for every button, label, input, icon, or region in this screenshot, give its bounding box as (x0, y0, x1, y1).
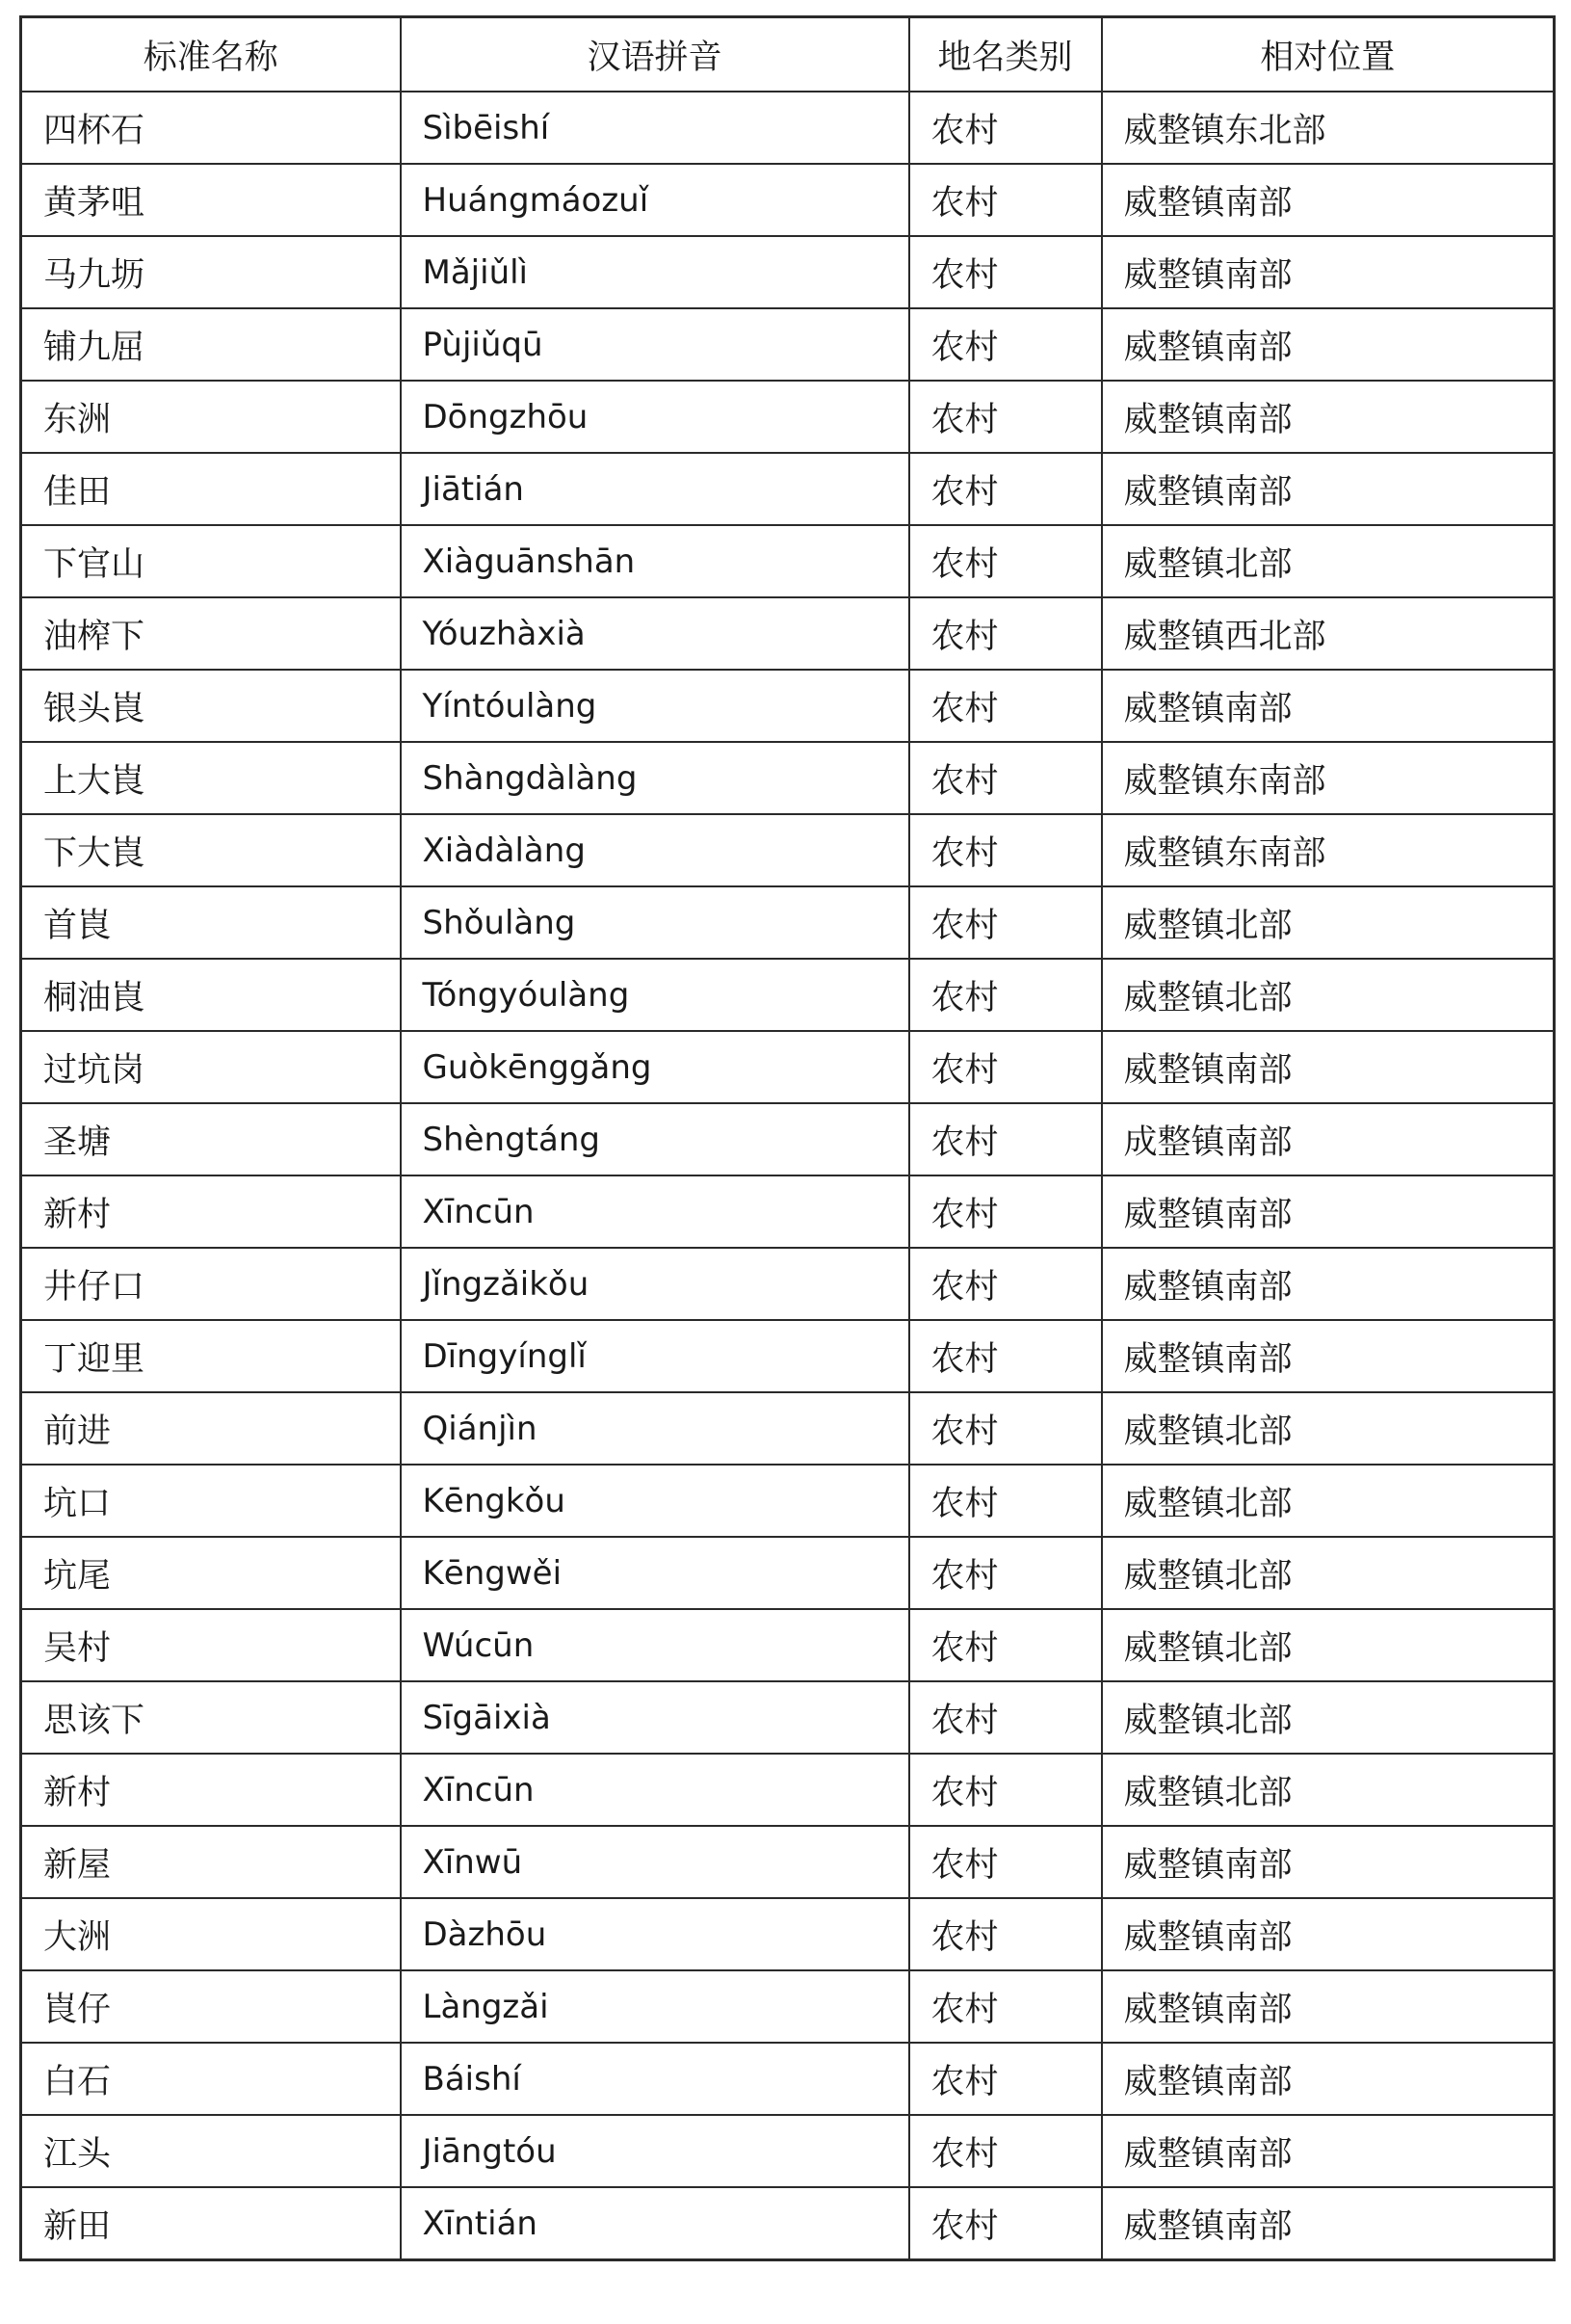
cell-pinyin: Dàzhōu (401, 1898, 909, 1970)
cell-standard-name: 井仔口 (21, 1248, 401, 1320)
table-row (21, 814, 1555, 886)
cell-category: 农村 (909, 670, 1102, 742)
cell-category: 农村 (909, 1681, 1102, 1754)
cell-standard-name: 马九坜 (21, 236, 401, 308)
cell-standard-name: 东洲 (21, 381, 401, 453)
cell-location: 威整镇北部 (1102, 886, 1555, 959)
cell-category: 农村 (909, 1175, 1102, 1248)
cell-pinyin: Xīnwū (401, 1826, 909, 1898)
cell-standard-name: 前进 (21, 1392, 401, 1465)
table-row (21, 236, 1555, 308)
cell-pinyin: Xiàdàlàng (401, 814, 909, 886)
cell-pinyin: Guòkēnggǎng (401, 1031, 909, 1103)
cell-location: 威整镇南部 (1102, 1248, 1555, 1320)
cell-category: 农村 (909, 886, 1102, 959)
cell-category: 农村 (909, 92, 1102, 164)
cell-category: 农村 (909, 959, 1102, 1031)
cell-pinyin: Jiātián (401, 453, 909, 525)
cell-category: 农村 (909, 1898, 1102, 1970)
cell-location: 威整镇北部 (1102, 1609, 1555, 1681)
cell-category: 农村 (909, 1031, 1102, 1103)
cell-standard-name: 丁迎里 (21, 1320, 401, 1392)
table-row (21, 164, 1555, 236)
cell-location: 威整镇南部 (1102, 164, 1555, 236)
place-name-table-sheet (19, 15, 1553, 2261)
cell-category: 农村 (909, 597, 1102, 670)
cell-category: 农村 (909, 453, 1102, 525)
cell-pinyin: Kēngwěi (401, 1537, 909, 1609)
table-row (21, 2115, 1555, 2187)
cell-pinyin: Xīncūn (401, 1754, 909, 1826)
cell-standard-name: 崀仔 (21, 1970, 401, 2043)
cell-location: 威整镇南部 (1102, 381, 1555, 453)
table-row (21, 92, 1555, 164)
table-body (21, 92, 1555, 2260)
cell-category: 农村 (909, 236, 1102, 308)
cell-category: 农村 (909, 1537, 1102, 1609)
cell-location: 威整镇南部 (1102, 1970, 1555, 2043)
cell-pinyin: Huángmáozuǐ (401, 164, 909, 236)
cell-location: 威整镇东南部 (1102, 814, 1555, 886)
cell-pinyin: Shàngdàlàng (401, 742, 909, 814)
cell-location: 威整镇北部 (1102, 1754, 1555, 1826)
cell-location: 威整镇北部 (1102, 1465, 1555, 1537)
cell-standard-name: 吴村 (21, 1609, 401, 1681)
cell-pinyin: Pùjiǔqū (401, 308, 909, 381)
cell-standard-name: 大洲 (21, 1898, 401, 1970)
table-row (21, 525, 1555, 597)
cell-pinyin: Qiánjìn (401, 1392, 909, 1465)
cell-location: 威整镇南部 (1102, 236, 1555, 308)
cell-category: 农村 (909, 525, 1102, 597)
cell-category: 农村 (909, 1754, 1102, 1826)
cell-pinyin: Jiāngtóu (401, 2115, 909, 2187)
cell-category: 农村 (909, 814, 1102, 886)
cell-standard-name: 坑尾 (21, 1537, 401, 1609)
table-row (21, 670, 1555, 742)
cell-standard-name: 新村 (21, 1754, 401, 1826)
cell-location: 威整镇北部 (1102, 1537, 1555, 1609)
cell-standard-name: 坑口 (21, 1465, 401, 1537)
cell-pinyin: Làngzǎi (401, 1970, 909, 2043)
table-row (21, 1103, 1555, 1175)
cell-location: 威整镇南部 (1102, 2187, 1555, 2260)
cell-category: 农村 (909, 1826, 1102, 1898)
cell-pinyin: Sìbēishí (401, 92, 909, 164)
cell-standard-name: 新村 (21, 1175, 401, 1248)
header-row (21, 17, 1555, 92)
cell-pinyin: Wúcūn (401, 1609, 909, 1681)
cell-standard-name: 银头崀 (21, 670, 401, 742)
cell-location: 威整镇东北部 (1102, 92, 1555, 164)
cell-pinyin: Sīgāixià (401, 1681, 909, 1754)
cell-standard-name: 桐油崀 (21, 959, 401, 1031)
cell-category: 农村 (909, 1392, 1102, 1465)
cell-pinyin: Xīntián (401, 2187, 909, 2260)
cell-location: 威整镇南部 (1102, 1898, 1555, 1970)
header-standard-name: 标准名称 (21, 17, 401, 92)
table-row (21, 1826, 1555, 1898)
table-row (21, 453, 1555, 525)
cell-location: 威整镇西北部 (1102, 597, 1555, 670)
cell-location: 威整镇北部 (1102, 525, 1555, 597)
cell-location: 成整镇南部 (1102, 1103, 1555, 1175)
table-row (21, 1248, 1555, 1320)
cell-standard-name: 下官山 (21, 525, 401, 597)
cell-category: 农村 (909, 1465, 1102, 1537)
cell-standard-name: 江头 (21, 2115, 401, 2187)
cell-pinyin: Yíntóulàng (401, 670, 909, 742)
table-row (21, 1537, 1555, 1609)
cell-standard-name: 黄茅咀 (21, 164, 401, 236)
cell-category: 农村 (909, 2187, 1102, 2260)
cell-category: 农村 (909, 1970, 1102, 2043)
cell-category: 农村 (909, 2115, 1102, 2187)
cell-location: 威整镇南部 (1102, 2115, 1555, 2187)
cell-location: 威整镇南部 (1102, 1175, 1555, 1248)
cell-standard-name: 四杯石 (21, 92, 401, 164)
cell-category: 农村 (909, 381, 1102, 453)
cell-standard-name: 首崀 (21, 886, 401, 959)
table-row (21, 1175, 1555, 1248)
cell-location: 威整镇北部 (1102, 1392, 1555, 1465)
cell-pinyin: Xiàguānshān (401, 525, 909, 597)
cell-standard-name: 油榨下 (21, 597, 401, 670)
cell-category: 农村 (909, 308, 1102, 381)
cell-location: 威整镇北部 (1102, 1681, 1555, 1754)
header-pinyin: 汉语拼音 (401, 17, 909, 92)
header-location: 相对位置 (1102, 17, 1555, 92)
cell-pinyin: Báishí (401, 2043, 909, 2115)
cell-category: 农村 (909, 1609, 1102, 1681)
cell-standard-name: 新田 (21, 2187, 401, 2260)
table-row (21, 886, 1555, 959)
cell-location: 威整镇南部 (1102, 670, 1555, 742)
cell-standard-name: 铺九屈 (21, 308, 401, 381)
table-row (21, 1754, 1555, 1826)
table-row (21, 597, 1555, 670)
cell-standard-name: 过坑岗 (21, 1031, 401, 1103)
cell-pinyin: Kēngkǒu (401, 1465, 909, 1537)
cell-location: 威整镇东南部 (1102, 742, 1555, 814)
cell-pinyin: Yóuzhàxià (401, 597, 909, 670)
table-row (21, 1031, 1555, 1103)
cell-category: 农村 (909, 2043, 1102, 2115)
cell-standard-name: 下大崀 (21, 814, 401, 886)
cell-pinyin: Mǎjiǔlì (401, 236, 909, 308)
header-category: 地名类别 (909, 17, 1102, 92)
cell-category: 农村 (909, 742, 1102, 814)
table-row (21, 381, 1555, 453)
cell-pinyin: Xīncūn (401, 1175, 909, 1248)
table-row (21, 1681, 1555, 1754)
cell-pinyin: Tóngyóulàng (401, 959, 909, 1031)
cell-standard-name: 圣塘 (21, 1103, 401, 1175)
cell-standard-name: 思该下 (21, 1681, 401, 1754)
table-row (21, 1465, 1555, 1537)
table-row (21, 1970, 1555, 2043)
cell-location: 威整镇南部 (1102, 453, 1555, 525)
cell-category: 农村 (909, 1248, 1102, 1320)
cell-pinyin: Jǐngzǎikǒu (401, 1248, 909, 1320)
table-row (21, 1609, 1555, 1681)
cell-standard-name: 佳田 (21, 453, 401, 525)
cell-location: 威整镇南部 (1102, 1320, 1555, 1392)
table-row (21, 959, 1555, 1031)
table-row (21, 1320, 1555, 1392)
table-row (21, 1392, 1555, 1465)
table-row (21, 308, 1555, 381)
cell-pinyin: Dōngzhōu (401, 381, 909, 453)
cell-location: 威整镇南部 (1102, 2043, 1555, 2115)
table-row (21, 1898, 1555, 1970)
table-header (21, 17, 1555, 92)
cell-category: 农村 (909, 164, 1102, 236)
cell-location: 威整镇南部 (1102, 1031, 1555, 1103)
cell-location: 威整镇南部 (1102, 1826, 1555, 1898)
cell-location: 威整镇南部 (1102, 308, 1555, 381)
table-row (21, 742, 1555, 814)
cell-category: 农村 (909, 1320, 1102, 1392)
place-name-table (19, 15, 1556, 2261)
table-row (21, 2187, 1555, 2260)
cell-pinyin: Shǒulàng (401, 886, 909, 959)
cell-category: 农村 (909, 1103, 1102, 1175)
cell-standard-name: 白石 (21, 2043, 401, 2115)
cell-standard-name: 新屋 (21, 1826, 401, 1898)
cell-location: 威整镇北部 (1102, 959, 1555, 1031)
cell-pinyin: Dīngyínglǐ (401, 1320, 909, 1392)
table-row (21, 2043, 1555, 2115)
cell-standard-name: 上大崀 (21, 742, 401, 814)
cell-pinyin: Shèngtáng (401, 1103, 909, 1175)
